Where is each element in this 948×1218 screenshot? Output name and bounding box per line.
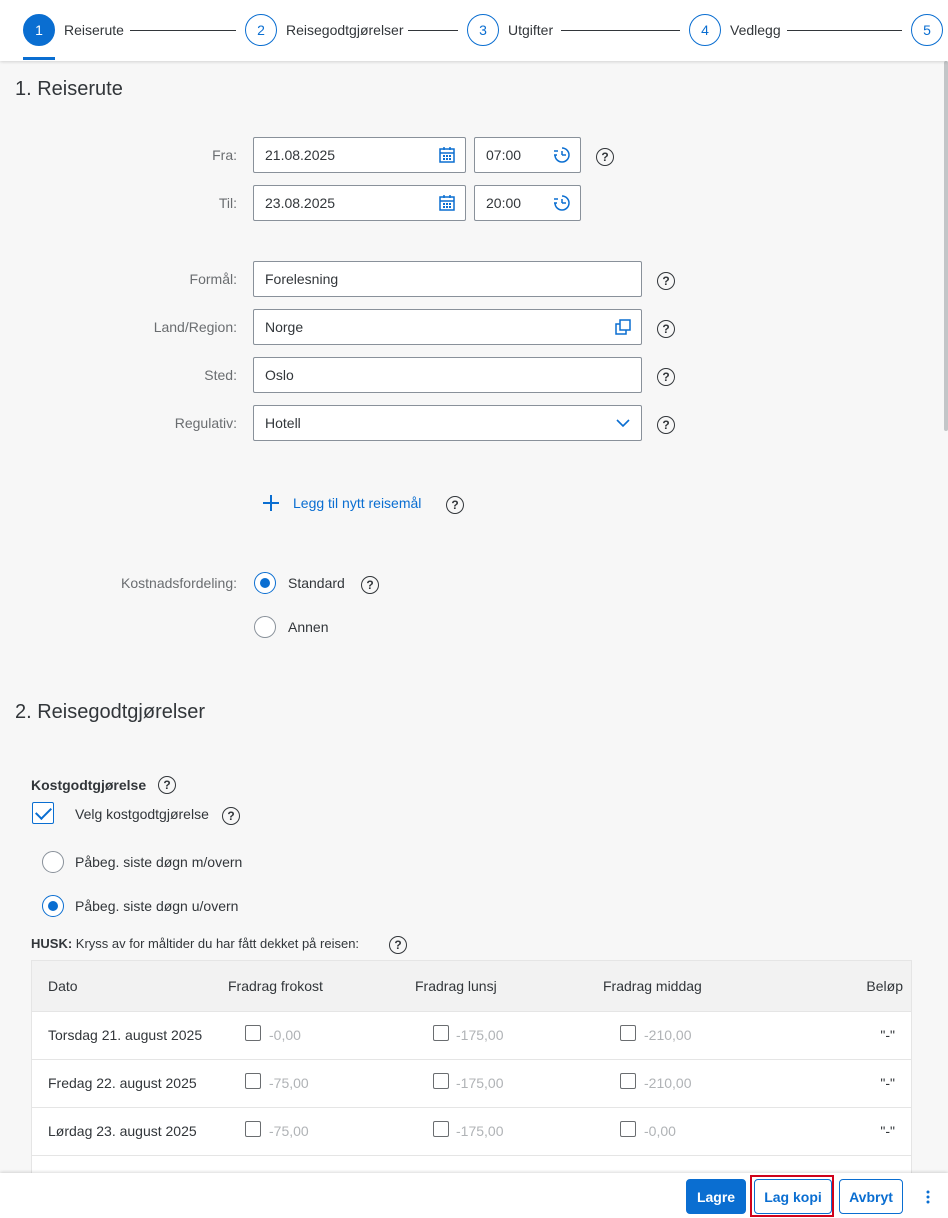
formal-label: Formål: — [189, 271, 237, 287]
frokost-value: -75,00 — [269, 1075, 309, 1091]
belop-value: "-" — [880, 1075, 895, 1091]
frokost-checkbox[interactable] — [245, 1025, 261, 1041]
step-label: Vedlegg — [730, 22, 781, 38]
calendar-icon[interactable] — [438, 194, 456, 212]
help-icon[interactable]: ? — [657, 272, 675, 290]
row-date: Torsdag 21. august 2025 — [48, 1027, 203, 1043]
add-destination-link[interactable] — [262, 492, 421, 514]
table-header — [32, 961, 911, 1012]
help-icon[interactable]: ? — [657, 320, 675, 338]
lunsj-value: -175,00 — [456, 1123, 504, 1139]
help-icon[interactable]: ? — [657, 416, 675, 434]
lunsj-value: -175,00 — [456, 1075, 504, 1091]
section-title-reiserute: 1. Reiserute — [15, 78, 123, 100]
section-title-reisegodtgjorelser: 2. Reisegodtgjørelser — [15, 701, 206, 723]
help-icon[interactable]: ? — [158, 776, 176, 794]
cancel-button[interactable]: Avbryt — [839, 1179, 903, 1214]
velg-kost-label: Velg kostgodtgjørelse — [75, 806, 209, 822]
overflow-menu-icon[interactable] — [921, 1189, 935, 1205]
lunsj-checkbox[interactable] — [433, 1073, 449, 1089]
belop-value: "-" — [880, 1027, 895, 1043]
sted-value: Oslo — [265, 367, 294, 383]
lunsj-checkbox[interactable] — [433, 1025, 449, 1041]
step-number: 5 — [911, 14, 943, 46]
radio-u-overn-label: Påbeg. siste døgn u/overn — [75, 898, 239, 914]
frokost-checkbox[interactable] — [245, 1121, 261, 1137]
step-number: 1 — [23, 14, 55, 46]
til-time-input[interactable] — [474, 185, 581, 221]
middag-checkbox[interactable] — [620, 1025, 636, 1041]
row-date: Lørdag 23. august 2025 — [48, 1123, 197, 1139]
radio-standard[interactable] — [254, 572, 276, 594]
radio-annen-label: Annen — [288, 619, 329, 635]
help-icon[interactable]: ? — [222, 807, 240, 825]
radio-m-overn[interactable] — [42, 851, 64, 873]
land-label: Land/Region: — [153, 319, 237, 335]
fra-date-input[interactable] — [253, 137, 466, 173]
row-date: Fredag 22. august 2025 — [48, 1075, 197, 1091]
step-5[interactable] — [911, 14, 943, 46]
step-number: 2 — [245, 14, 277, 46]
middag-checkbox[interactable] — [620, 1073, 636, 1089]
scrollbar[interactable] — [944, 61, 948, 431]
col-header-frokost: Fradrag frokost — [228, 978, 323, 994]
middag-checkbox[interactable] — [620, 1121, 636, 1137]
velg-kost-checkbox[interactable] — [32, 802, 54, 824]
kostnad-label: Kostnadsfordeling: — [121, 575, 237, 591]
husk-text: Kryss av for måltider du har fått dekket på reisen: — [75, 936, 360, 951]
middag-value: -210,00 — [644, 1075, 692, 1091]
husk-strong: HUSK: — [31, 936, 73, 951]
active-step-indicator — [23, 57, 55, 60]
help-icon[interactable]: ? — [657, 368, 675, 386]
middag-value: -210,00 — [644, 1027, 692, 1043]
step-number: 3 — [467, 14, 499, 46]
help-icon[interactable]: ? — [596, 148, 614, 166]
step-label: Utgifter — [508, 22, 554, 38]
col-header-belop: Beløp — [866, 978, 903, 994]
highlight-box — [750, 1175, 834, 1217]
table-row — [32, 1012, 911, 1060]
fra-date-value: 21.08.2025 — [265, 147, 336, 163]
step-connector — [787, 30, 902, 31]
clock-icon[interactable] — [553, 146, 571, 164]
col-header-middag: Fradrag middag — [603, 978, 702, 994]
til-date-input[interactable] — [253, 185, 466, 221]
table-row — [32, 1060, 911, 1108]
step-connector — [130, 30, 236, 31]
calendar-icon[interactable] — [438, 146, 456, 164]
radio-annen[interactable] — [254, 616, 276, 638]
col-header-lunsj: Fradrag lunsj — [415, 978, 497, 994]
fra-time-input[interactable] — [474, 137, 581, 173]
wizard-stepper — [0, 0, 948, 61]
lunsj-checkbox[interactable] — [433, 1121, 449, 1137]
fra-time-value: 07:00 — [486, 147, 522, 163]
step-vedlegg[interactable] — [689, 14, 781, 46]
regulativ-value: Hotell — [265, 415, 301, 431]
meal-deduction-table — [31, 960, 912, 1174]
til-time-value: 20:00 — [486, 195, 522, 211]
step-number: 4 — [689, 14, 721, 46]
middag-value: -0,00 — [644, 1123, 676, 1139]
frokost-value: -0,00 — [269, 1027, 301, 1043]
til-label: Til: — [218, 195, 237, 211]
step-utgifter[interactable] — [467, 14, 553, 46]
regulativ-select[interactable] — [253, 405, 642, 441]
formal-value: Forelesning — [265, 271, 339, 287]
help-icon[interactable]: ? — [446, 496, 464, 514]
frokost-checkbox[interactable] — [245, 1073, 261, 1089]
step-label: Reiserute — [64, 22, 124, 38]
radio-standard-label: Standard — [288, 575, 345, 591]
lunsj-value: -175,00 — [456, 1027, 504, 1043]
step-label: Reisegodtgjørelser — [286, 22, 404, 38]
step-reiserute[interactable] — [23, 14, 124, 46]
save-button[interactable]: Lagre — [686, 1179, 746, 1214]
help-icon[interactable]: ? — [389, 936, 407, 954]
chevron-down-icon[interactable] — [614, 414, 632, 432]
step-reisegodtgjorelser[interactable] — [245, 14, 404, 46]
land-value: Norge — [265, 319, 304, 335]
radio-u-overn[interactable] — [42, 895, 64, 917]
land-input[interactable] — [253, 309, 642, 345]
plus-icon — [262, 494, 280, 512]
step-connector — [561, 30, 680, 31]
regulativ-label: Regulativ: — [174, 415, 237, 431]
value-help-icon[interactable] — [614, 318, 632, 336]
copy-button[interactable]: Lag kopi — [754, 1179, 832, 1214]
kost-heading: Kostgodtgjørelse — [31, 777, 147, 793]
fra-label: Fra: — [212, 147, 237, 163]
help-icon[interactable]: ? — [361, 576, 379, 594]
belop-value: "-" — [880, 1123, 895, 1139]
til-date-value: 23.08.2025 — [265, 195, 336, 211]
col-header-dato: Dato — [48, 978, 78, 994]
step-connector — [408, 30, 458, 31]
frokost-value: -75,00 — [269, 1123, 309, 1139]
clock-icon[interactable] — [553, 194, 571, 212]
radio-m-overn-label: Påbeg. siste døgn m/overn — [75, 854, 243, 870]
add-destination-label: Legg til nytt reisemål — [293, 495, 422, 511]
table-row — [32, 1108, 911, 1156]
sted-label: Sted: — [204, 367, 237, 383]
husk-note — [31, 936, 359, 951]
formal-input[interactable] — [253, 261, 642, 297]
sted-input[interactable] — [253, 357, 642, 393]
